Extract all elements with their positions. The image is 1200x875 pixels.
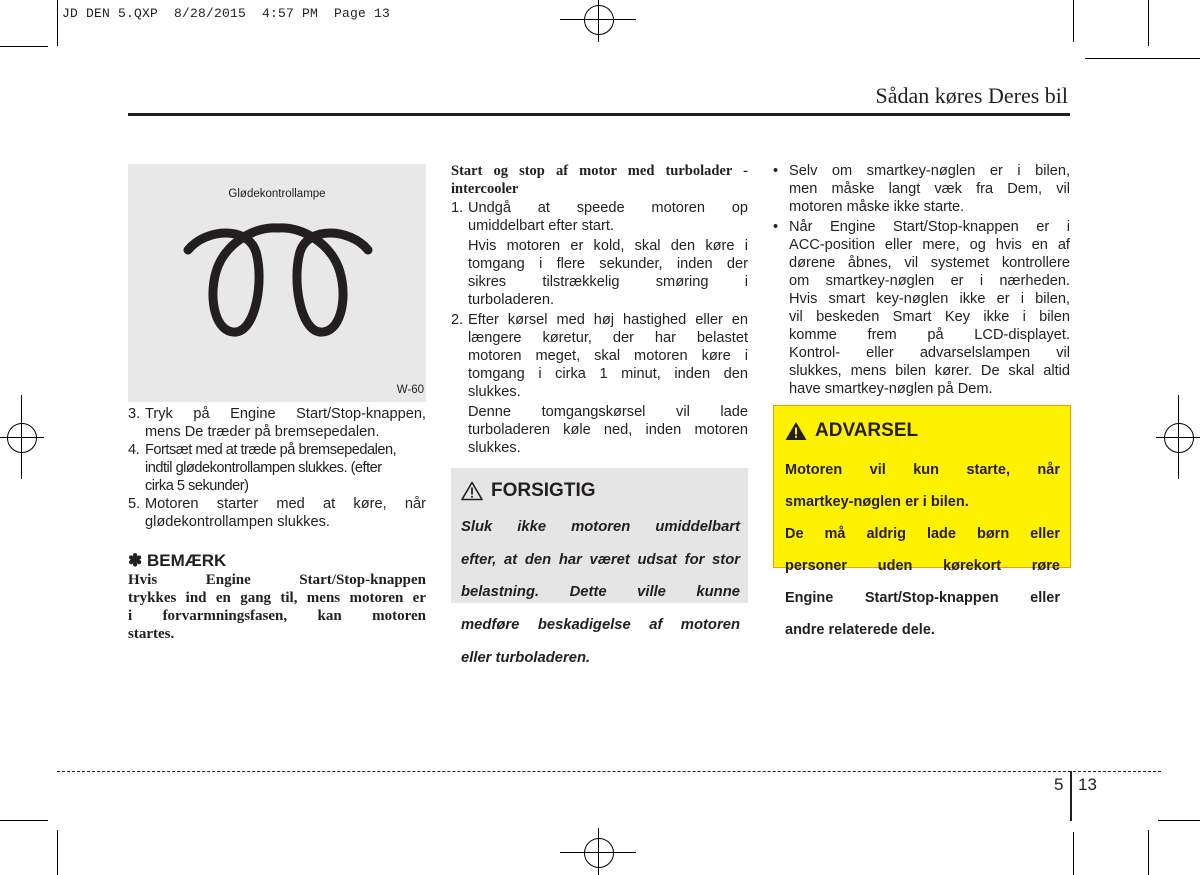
note-line: startes. (128, 626, 175, 642)
column-2 (451, 162, 748, 457)
section-heading: intercooler (451, 181, 519, 197)
warning-line: smartkey-nøglen er i bilen. (785, 493, 969, 510)
note-title-text: BEMÆRK (146, 551, 227, 570)
text-line: Undgå at speede motoren op (468, 200, 748, 216)
caution-title-text: FORSIGTIG (491, 480, 596, 501)
text-line: slukkes, mens bilen kører. De skal altid (789, 363, 1070, 379)
note-line: trykkes ind en gang til, mens motoren er (128, 590, 426, 606)
chapter-number: 5 (1054, 775, 1064, 794)
crop-mark (1073, 0, 1074, 42)
note-line: Hvis Engine Start/Stop-knappen (128, 572, 426, 588)
page-number-separator (1070, 771, 1072, 821)
text-line: glødekontrollampen slukkes. (145, 514, 330, 530)
text-line: tomgang i cirka 1 minut, inden den (468, 366, 748, 382)
warning-triangle-filled-icon (785, 421, 807, 441)
text-line: om smartkey-nøglen er i nærheden. (789, 273, 1070, 289)
crop-mark (1148, 830, 1149, 875)
glow-plug-coil-icon (178, 220, 378, 338)
text-line: men måske langt væk fra Dem, vil (789, 181, 1070, 197)
warning-box (773, 405, 1071, 638)
warning-line: personer uden kørekort røre (785, 557, 1060, 574)
caution-line: efter, at den har været udsat for stor (461, 551, 740, 568)
warning-title (785, 420, 918, 442)
text-line: længere køretur, der har belastet (468, 330, 748, 346)
figure-code: W-60 (396, 384, 424, 396)
list-item (451, 199, 748, 235)
warning-title-text: ADVARSEL (815, 420, 919, 441)
text-line: Denne tomgangskørsel vil lade (468, 404, 748, 420)
item-number: 1. (451, 200, 464, 216)
warning-text (785, 447, 1060, 654)
caution-line: eller turboladeren. (461, 649, 591, 666)
text-line: Når Engine Start/Stop-knappen er i (789, 219, 1070, 235)
figure-panel (128, 164, 426, 402)
item-number: 3. (128, 406, 141, 422)
note-title (128, 551, 426, 571)
text-line: motoren meget, skal motoren køre i (468, 348, 748, 364)
header-rule (128, 113, 1070, 116)
text-line: mens De træder på bremsepedalen. (145, 424, 380, 440)
text-line: Fortsæt med at træde på bremsepedalen, (145, 442, 397, 458)
crop-mark (0, 820, 48, 821)
paragraph (451, 403, 748, 457)
bullet-item (773, 218, 1070, 398)
text-line: komme frem på LCD-displayet. (789, 327, 1070, 343)
text-line: dørene åbnes, vil systemet kontrollere (789, 255, 1070, 271)
text-line: Kontrol- eller advarselslampen vil (789, 345, 1070, 361)
footer-dashed-rule (57, 771, 1161, 772)
warning-line: Engine Start/Stop-knappen eller (785, 589, 1060, 606)
text-line: Hvis smart key-nøglen ikke er i bilen, (789, 291, 1070, 307)
page-number: 13 (1078, 775, 1097, 794)
bullet-dot: • (773, 219, 779, 235)
caution-line: Sluk ikke motoren umiddelbart (461, 518, 740, 535)
text-line: sikres tilstrækkelig smøring i (468, 274, 748, 290)
caution-text (461, 503, 740, 682)
caution-line: belastning. Dette ville kunne (461, 584, 740, 601)
caution-box (451, 468, 748, 666)
crop-mark (1073, 832, 1074, 875)
item-number: 2. (451, 312, 464, 328)
crop-mark (0, 46, 48, 47)
text-line: turboladeren. (468, 292, 555, 308)
text-line: turboladeren køle ned, inden motoren (468, 422, 748, 438)
text-line: cirka 5 sekunder) (145, 478, 249, 494)
note-line: i forvarmningsfasen, kan motoren (128, 608, 426, 624)
warning-line: andre relaterede dele. (785, 621, 935, 638)
caution-title (461, 480, 596, 502)
text-line: motoren måske ikke starte. (789, 199, 965, 215)
crop-mark (1148, 0, 1149, 46)
text-line: Efter kørsel med høj hastighed eller en (468, 312, 748, 328)
text-line: umiddelbart efter start. (468, 218, 615, 234)
text-line: have smartkey-nøglen på Dem. (789, 381, 993, 397)
print-slug: JD DEN 5.QXP 8/28/2015 4:57 PM Page 13 (62, 6, 391, 21)
text-line: vil beskeden Smart Key ikke i bilen (789, 309, 1070, 325)
warning-triangle-outline-icon (461, 481, 483, 501)
text-line: tomgang i flere sekunder, inden der (468, 256, 748, 272)
list-item (128, 405, 426, 441)
warning-line: De må aldrig lade børn eller (785, 525, 1060, 542)
list-item (128, 441, 426, 495)
text-line: Hvis motoren er kold, skal den køre i (468, 238, 748, 254)
column-3 (773, 162, 1070, 398)
text-line: indtil glødekontrollampen slukkes. (efter (145, 460, 382, 476)
text-line: slukkes. (468, 440, 521, 456)
bullet-dot: • (773, 163, 779, 179)
text-line: Selv om smartkey-nøglen er i bilen, (789, 163, 1070, 179)
text-line: slukkes. (468, 384, 521, 400)
paragraph (451, 237, 748, 309)
section-heading: Start og stop af motor med turbolader - (451, 163, 748, 179)
caution-line: medføre beskadigelse af motoren (461, 617, 740, 634)
note-block (128, 551, 426, 643)
list-item (451, 311, 748, 401)
crop-mark (1158, 820, 1200, 821)
crop-mark (57, 0, 58, 46)
text-line: Tryk på Engine Start/Stop-knappen, (145, 406, 426, 422)
crop-mark (1085, 58, 1200, 59)
bullet-item (773, 162, 1070, 216)
list-item (128, 495, 426, 531)
asterisk-icon: ✽ (128, 551, 143, 570)
text-line: ACC-position eller mere, og hvis en af (789, 237, 1070, 253)
column-1 (128, 405, 426, 643)
crop-mark (57, 830, 58, 875)
item-number: 5. (128, 496, 141, 512)
text-line: Motoren starter med at køre, når (145, 496, 426, 512)
item-number: 4. (128, 442, 140, 458)
figure-caption: Glødekontrollampe (228, 188, 326, 200)
warning-line: Motoren vil kun starte, når (785, 461, 1060, 478)
chapter-title: Sådan køres Deres bil (875, 83, 1068, 108)
